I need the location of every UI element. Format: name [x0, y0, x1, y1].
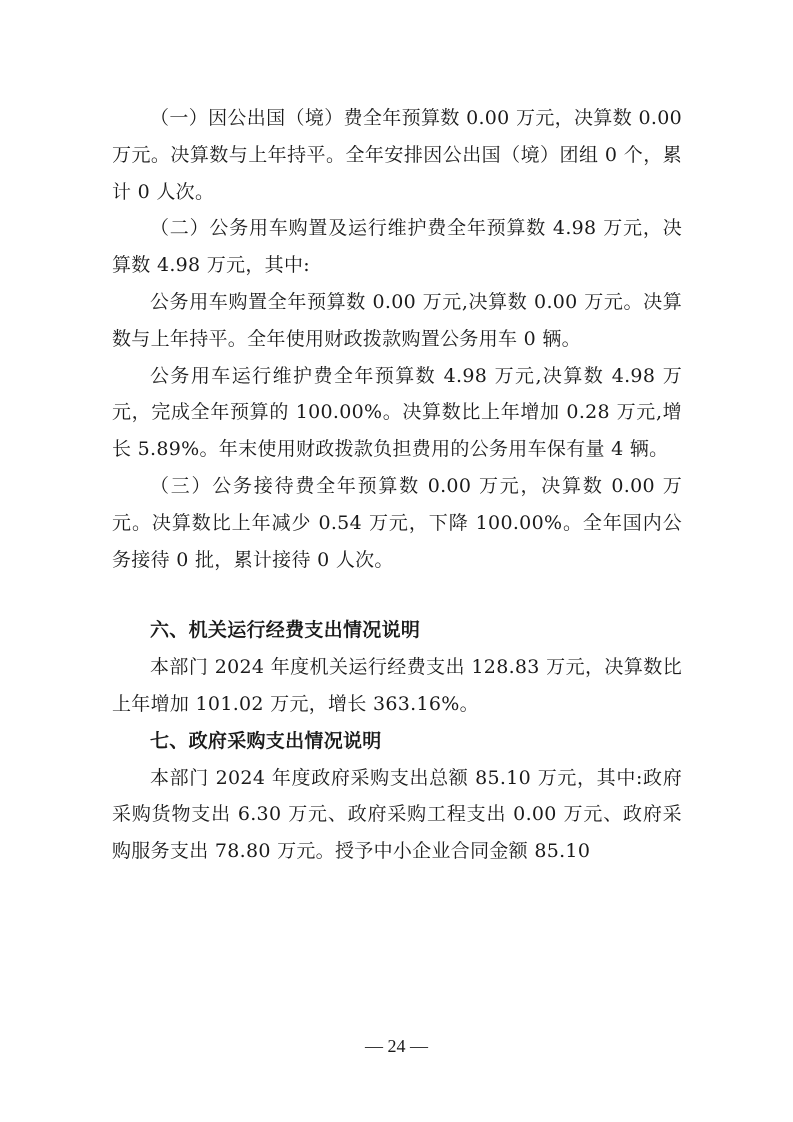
- para-vehicle-purchase: 公务用车购置全年预算数 0.00 万元,决算数 0.00 万元。决算数与上年持平。全年使用财政拨款购置公务用车 0 辆。: [112, 290, 682, 350]
- para-reception: （三）公务接待费全年预算数 0.00 万元，决算数 0.00 万元。决算数比上年减少 0.54 万元，下降 100.00%。全年国内公务接待 0 批，累计接待 0 人次。: [112, 474, 682, 571]
- heading-section-6: 六、机关运行经费支出情况说明: [150, 619, 421, 642]
- para-procurement: 本部门 2024 年度政府采购支出总额 85.10 万元，其中:政府采购货物支出 6.30 万元、政府采购工程支出 0.00 万元、政府采购服务支出 78.80 万元。授予中小企业合同金额 85.10: [112, 766, 682, 863]
- heading-section-7: 七、政府采购支出情况说明: [150, 729, 382, 752]
- para-vehicle-total: （二）公务用车购置及运行维护费全年预算数 4.98 万元，决算数 4.98 万元，其中:: [112, 217, 682, 277]
- para-vehicle-maintenance: 公务用车运行维护费全年预算数 4.98 万元,决算数 4.98 万元，完成全年预算的 100.00%。决算数比上年增加 0.28 万元,增长 5.89%。年末使用财政拨款负担费用的公务用车保有量 4 辆。: [112, 364, 682, 461]
- section-spacer: [112, 578, 682, 612]
- page-number: — 24 —: [365, 1036, 428, 1056]
- para-overseas-travel: （一）因公出国（境）费全年预算数 0.00 万元，决算数 0.00 万元。决算数与上年持平。全年安排因公出国（境）团组 0 个，累计 0 人次。: [112, 107, 682, 203]
- document-body: [112, 100, 682, 870]
- para-operating-expenses: 本部门 2024 年度机关运行经费支出 128.83 万元，决算数比上年增加 101.02 万元，增长 363.16%。: [112, 656, 682, 715]
